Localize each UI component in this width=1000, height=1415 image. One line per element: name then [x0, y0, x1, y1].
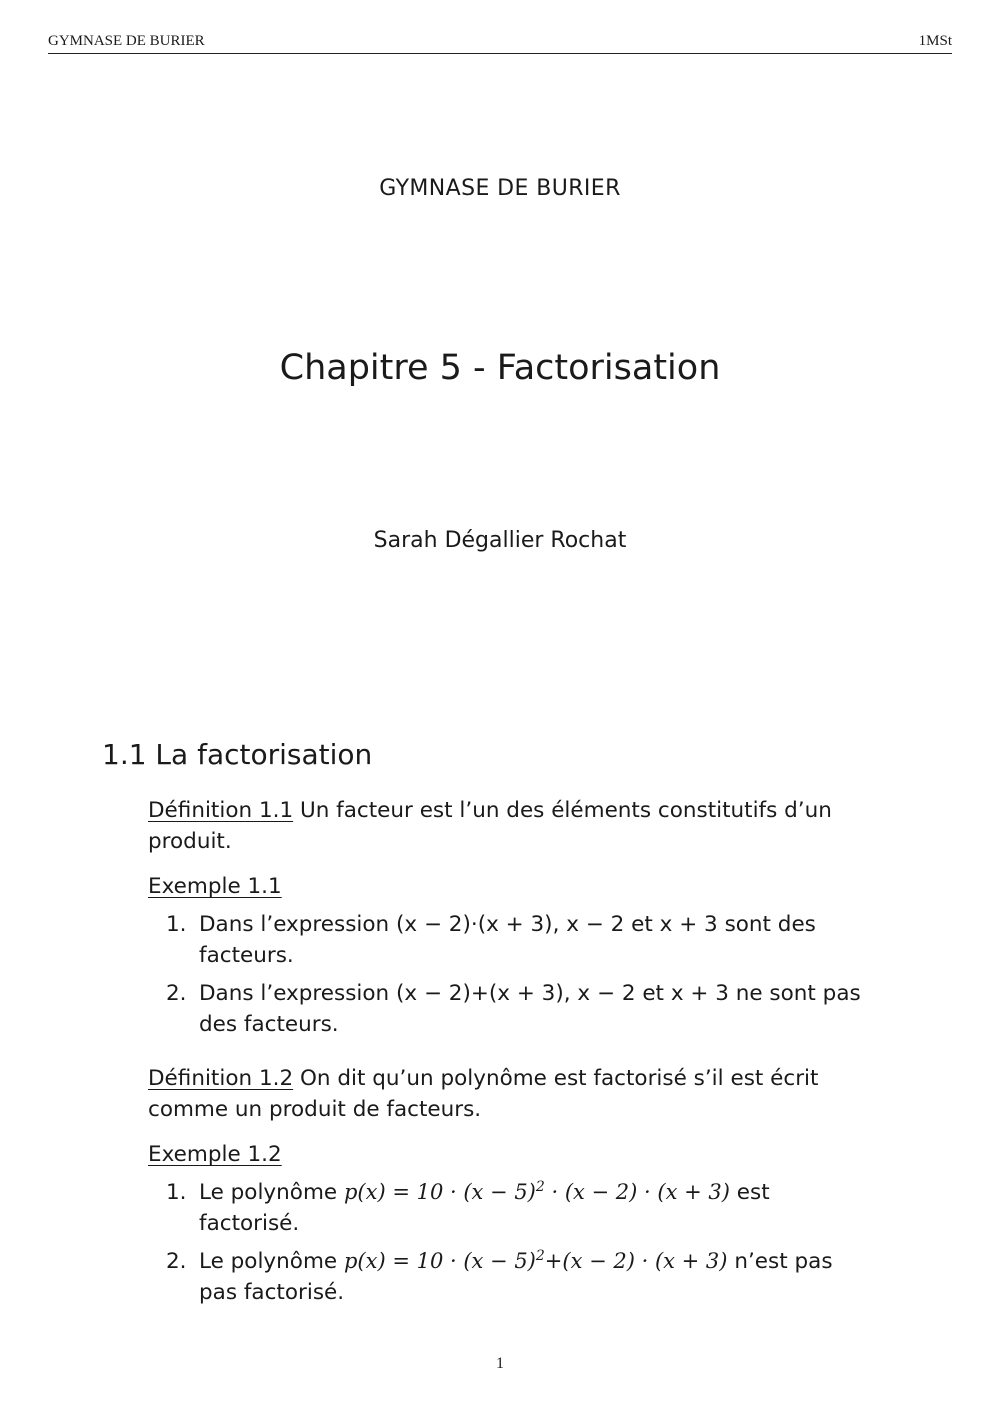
list-text-post: n’est pas	[734, 1249, 833, 1274]
example-label: Exemple 1.1	[148, 874, 282, 899]
definition-text-cont: comme un produit de facteurs.	[148, 1097, 482, 1122]
header-left-text: GYMNASE DE BURIER	[48, 33, 205, 49]
list-number: 1.	[166, 912, 187, 937]
example-1-1-label-row	[148, 871, 868, 902]
list-item	[166, 1177, 866, 1239]
definition-1-1	[148, 795, 868, 857]
school-name: GYMNASE DE BURIER	[379, 176, 621, 201]
math-expression	[344, 1249, 728, 1273]
header-right-text: 1MSt	[918, 33, 952, 49]
definition-label: Définition 1.2	[148, 1066, 294, 1091]
definition-text: On dit qu’un polynôme est factorisé s’il est écrit	[299, 1066, 819, 1091]
document-title: Chapitre 5 - Factorisation	[279, 348, 721, 388]
list-text: Dans l’expression (x − 2)+(x + 3), x − 2 et x + 3 ne sont pas	[199, 981, 861, 1006]
list-text	[199, 1177, 866, 1208]
list-number: 2.	[166, 981, 187, 1006]
list-text-cont: des facteurs.	[199, 1012, 339, 1037]
definition-text-cont: produit.	[148, 829, 232, 854]
math-exponent: 2	[535, 1248, 545, 1264]
list-text-post: est	[736, 1180, 770, 1205]
list-text-cont: factorisé.	[199, 1211, 300, 1236]
author-name: Sarah Dégallier Rochat	[373, 528, 627, 553]
math-expression	[344, 1180, 730, 1204]
running-header	[48, 33, 952, 54]
list-item	[166, 978, 866, 1040]
math-exponent: 2	[535, 1179, 545, 1195]
math-part: p(x) = 10 · (x − 5)	[343, 1249, 536, 1273]
list-text	[199, 1246, 866, 1277]
list-number: 2.	[166, 1249, 187, 1274]
list-text-pre: Le polynôme	[199, 1249, 338, 1274]
list-number: 1.	[166, 1180, 187, 1205]
section-heading: 1.1 La factorisation	[102, 738, 373, 771]
list-item	[166, 909, 866, 971]
list-text-cont: pas factorisé.	[199, 1280, 345, 1305]
definition-1-2	[148, 1063, 868, 1125]
list-text-cont: facteurs.	[199, 943, 294, 968]
list-text-pre: Le polynôme	[199, 1180, 338, 1205]
math-part: · (x − 2) · (x + 3)	[544, 1180, 730, 1204]
definition-text: Un facteur est l’un des éléments constitutifs d’un	[299, 798, 832, 823]
definition-label: Définition 1.1	[148, 798, 294, 823]
list-text: Dans l’expression (x − 2)·(x + 3), x − 2 et x + 3 sont des	[199, 912, 816, 937]
example-label: Exemple 1.2	[148, 1142, 282, 1167]
example-1-2-label-row	[148, 1139, 868, 1170]
math-part: p(x) = 10 · (x − 5)	[343, 1180, 536, 1204]
list-item	[166, 1246, 866, 1308]
page-number: 1	[496, 1355, 504, 1372]
math-part: +(x − 2) · (x + 3)	[544, 1249, 728, 1273]
